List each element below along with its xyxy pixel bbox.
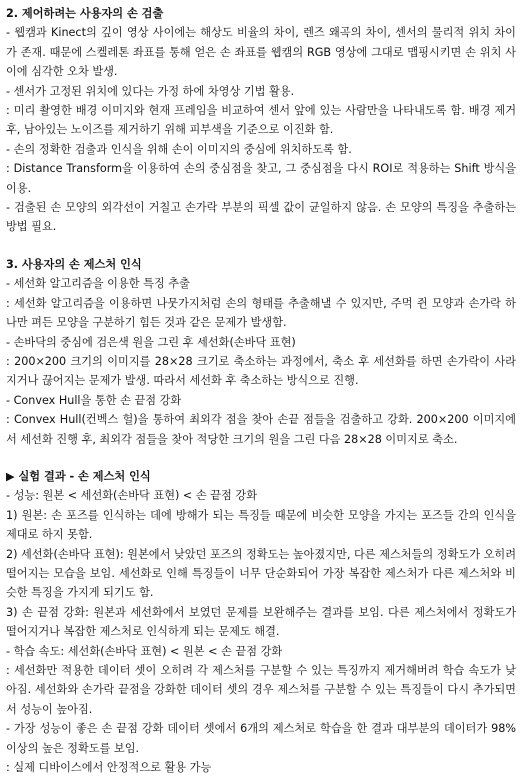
section-gesture-recognition: [6, 255, 516, 449]
paragraph: : Convex Hull(컨벡스 헐)을 통하여 최외각 점을 찾아 손끝 점들을 검출하고 강화. 200×200 이미지에서 세선화 진행 후, 최외각 점들을 찾아 적당한 크기의 원을 그린 다음 28×28 이미지로 축소.: [6, 413, 516, 446]
paragraph: : 실제 디바이스에서 안정적으로 활용 가능: [6, 761, 212, 775]
paragraph: - 세선화 알고리즘을 이용한 특징 추출: [6, 277, 190, 291]
paragraph: 1) 원본: 손 포즈를 인식하는 데에 방해가 되는 특징들 때문에 비슷한 모양을 가지는 포즈들 간의 인식을 제대로 하지 못함.: [6, 508, 516, 542]
paragraph: 3) 손 끝점 강화: 원본과 세선화에서 보였던 문제를 보완해주는 결과를 보임. 다른 제스처에서 정확도가 떨어지거나 복잡한 제스처로 인식하게 되는 문제도 해결.: [6, 605, 516, 639]
paragraph: - 손바닥의 중심에 검은색 원을 그린 후 세선화(손바닥 표현): [6, 335, 296, 349]
paragraph: : 미리 촬영한 배경 이미지와 현재 프레임을 비교하여 센서 앞에 있는 사람만을 나타내도록 함. 배경 제거 후, 남아있는 노이즈를 제거하기 위해 피부색을 기준으로 이진화 함.: [6, 104, 516, 137]
paragraph: - 손의 정확한 검출과 인식을 위해 손이 이미지의 중심에 위치하도록 함.: [6, 142, 352, 156]
section-heading: 2. 제어하려는 사용자의 손 검출: [6, 7, 164, 20]
section-heading: ▶ 실험 결과 - 손 제스처 인식: [6, 469, 151, 483]
section-results: [6, 467, 516, 777]
paragraph: - 웹캠과 Kinect의 깊이 영상 사이에는 해상도 비율의 차이, 렌즈 왜곡의 차이, 센서의 물리적 위치 차이가 존재. 때문에 스켈레톤 좌표를 통해 얻은 손 좌표를 웹캠의 RGB 영상에 그대로 맵핑시키면 손 위치 사이에 심각한 오차 발생.: [6, 26, 516, 79]
spacer: [6, 449, 516, 467]
paragraph: 2) 세선화(손바닥 표현): 원본에서 낮았던 포즈의 정확도는 높아졌지만, 다른 제스처들의 정확도가 오히려 떨어지는 모습을 보임. 세선화로 인해 특징들이 너무 단순화되어 가장 복잡한 제스처가 다른 제스처와 비슷한 특징을 가지게 되기도 함.: [6, 547, 516, 600]
paragraph: - 검출된 손 모양의 외각선이 거칠고 손가락 부분의 픽셀 값이 균일하지 않음. 손 모양의 특징을 추출하는 방법 필요.: [6, 201, 516, 234]
paragraph: - Convex Hull을 통한 손 끝점 강화: [6, 393, 182, 407]
paragraph: - 센서가 고정된 위치에 있다는 가정 하에 차영상 기법 활용.: [6, 84, 295, 98]
spacer: [6, 237, 516, 255]
section-heading: 3. 사용자의 손 제스처 인식: [6, 257, 142, 271]
paragraph: - 학습 속도: 세선화(손바닥 표현) < 원본 < 손 끝점 강화: [6, 644, 283, 658]
paragraph: : 세선화 알고리즘을 이용하면 나뭇가지처럼 손의 형태를 추출해낼 수 있지만, 주먹 쥔 모양과 손가락 하나만 펴든 모양을 구분하기 힘든 것과 같은 문제가 발생함.: [6, 296, 516, 330]
section-hand-detection: [6, 4, 516, 237]
paragraph: : Distance Transform을 이용하여 손의 중심점을 찾고, 그 중심점을 다시 ROI로 적용하는 Shift 방식을 이용.: [6, 162, 516, 195]
paragraph: : 200×200 크기의 이미지를 28×28 크기로 축소하는 과정에서, 축소 후 세선화를 하면 손가락이 사라지거나 끊어지는 문제가 발생. 따라서 세선화 후 축소하는 방식으로 진행.: [6, 354, 516, 388]
paragraph: - 성능: 원본 < 세선화(손바닥 표현) < 손 끝점 강화: [6, 489, 258, 503]
paragraph: - 가장 성능이 좋은 손 끝점 강화 데이터 셋에서 6개의 제스처로 학습을 한 결과 대부분의 데이터가 98% 이상의 높은 정확도를 보임.: [6, 722, 516, 755]
paragraph: : 세선화만 적용한 데이터 셋이 오히려 각 제스처를 구분할 수 있는 특징까지 제거해버려 학습 속도가 낮아짐. 세선화와 손가락 끝점을 강화한 데이터 셋의 경우 제스처를 구분할 수 있는 특징들이 다시 추가되면서 성능이 높아짐.: [6, 664, 516, 716]
